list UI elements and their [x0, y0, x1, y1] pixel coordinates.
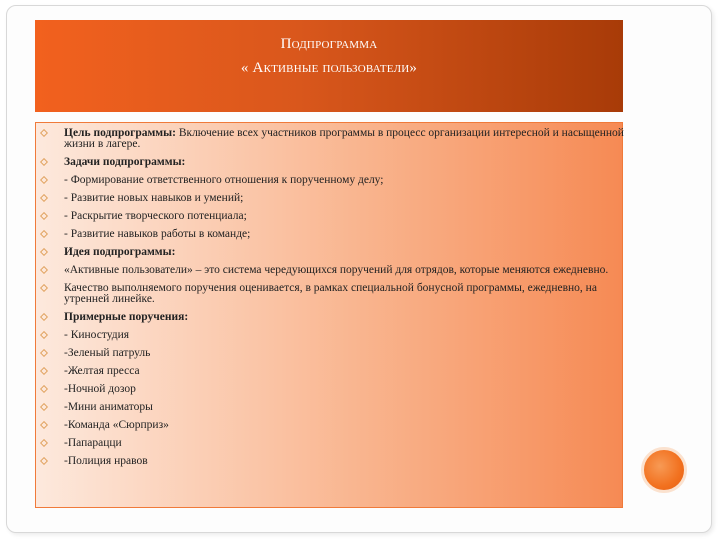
- bullet-item: [0, 211, 640, 222]
- bullet-text: - Формирование ответственного отношения к порученному делу;: [64, 174, 384, 186]
- bullet-item: [0, 283, 640, 305]
- bullet-text: -Полиция нравов: [64, 455, 148, 467]
- bullet-bold: Идея подпрограммы:: [64, 246, 176, 258]
- bullet-text: «Активные пользователи» – это система чередующихся поручений для отрядов, которые меняются ежедневно.: [64, 264, 609, 276]
- bullet-item: [0, 456, 640, 467]
- bullet-text: Качество выполняемого поручения оценивается, в рамках специальной бонусной программы, ежедневно, на утренней линейке.: [64, 282, 597, 305]
- bullet-item: [0, 438, 640, 449]
- diamond-outline-icon: [40, 313, 48, 321]
- bullet-text: - Раскрытие творческого потенциала;: [64, 210, 247, 222]
- bullet-item: [0, 265, 640, 276]
- bullet-bold: Задачи подпрограммы:: [64, 156, 186, 168]
- diamond-outline-icon: [40, 248, 48, 256]
- bullet-item: [0, 366, 640, 377]
- bullet-bold: Цель подпрограммы:: [64, 127, 176, 139]
- decorative-circle: [641, 447, 687, 493]
- bullet-text: - Развитие новых навыков и умений;: [64, 192, 244, 204]
- bullet-text: -Мини аниматоры: [64, 401, 153, 413]
- bullet-item: [0, 247, 640, 258]
- bullet-bold: Примерные поручения:: [64, 311, 189, 323]
- bullet-item: [0, 402, 640, 413]
- bullet-item: [0, 312, 640, 323]
- diamond-outline-icon: [40, 349, 48, 357]
- bullet-text: - Развитие навыков работы в команде;: [64, 228, 251, 240]
- bullet-list: [0, 128, 640, 474]
- diamond-outline-icon: [40, 385, 48, 393]
- bullet-item: [0, 330, 640, 341]
- diamond-outline-icon: [40, 439, 48, 447]
- diamond-outline-icon: [40, 158, 48, 166]
- bullet-text: Включение всех участников программы в процесс организации интересной и насыщенной жизни в лагере.: [64, 127, 624, 150]
- bullet-item: [0, 128, 640, 150]
- slide-title-box: [35, 20, 623, 112]
- slide-title-line-2: « Активные пользователи»: [240, 60, 418, 76]
- diamond-outline-icon: [40, 421, 48, 429]
- bullet-item: [0, 420, 640, 431]
- diamond-outline-icon: [40, 230, 48, 238]
- bullet-text: - Киностудия: [64, 329, 130, 341]
- bullet-item: [0, 348, 640, 359]
- bullet-text: -Команда «Сюрприз»: [64, 419, 169, 431]
- bullet-item: [0, 229, 640, 240]
- slide-title-line-1: Подпрограмма: [280, 36, 378, 52]
- bullet-text: -Зеленый патруль: [64, 347, 151, 359]
- bullet-item: [0, 384, 640, 395]
- diamond-outline-icon: [40, 266, 48, 274]
- bullet-item: [0, 157, 640, 168]
- diamond-outline-icon: [40, 194, 48, 202]
- diamond-outline-icon: [40, 331, 48, 339]
- bullet-item: [0, 175, 640, 186]
- diamond-outline-icon: [40, 212, 48, 220]
- bullet-text: -Папарацци: [64, 437, 122, 449]
- bullet-item: [0, 193, 640, 204]
- diamond-outline-icon: [40, 176, 48, 184]
- diamond-outline-icon: [40, 129, 48, 137]
- diamond-outline-icon: [40, 457, 48, 465]
- bullet-text: -Желтая пресса: [64, 365, 140, 377]
- diamond-outline-icon: [40, 367, 48, 375]
- bullet-text: -Ночной дозор: [64, 383, 136, 395]
- diamond-outline-icon: [40, 284, 48, 292]
- diamond-outline-icon: [40, 403, 48, 411]
